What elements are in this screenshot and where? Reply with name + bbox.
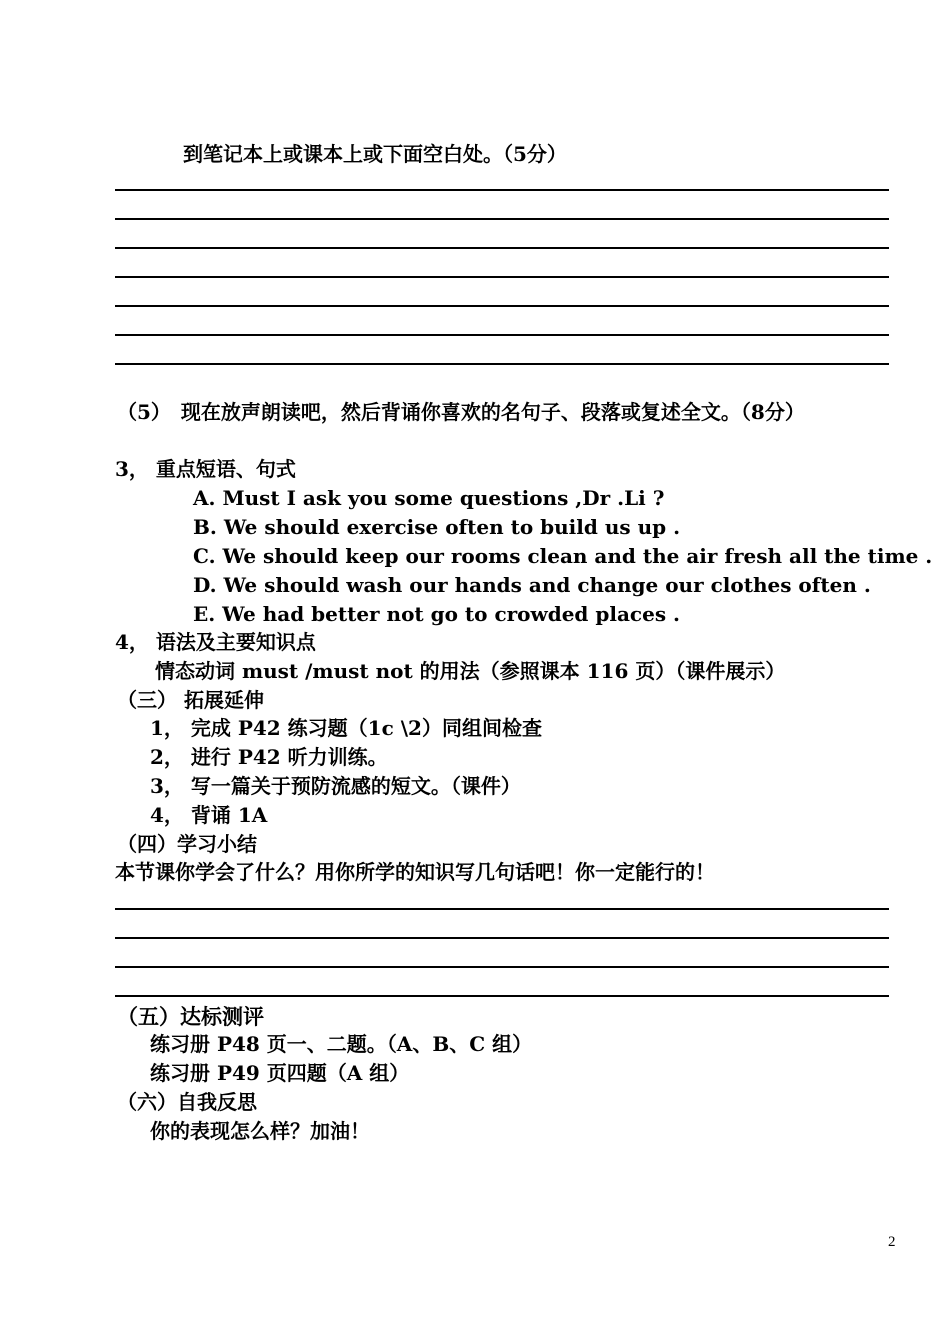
key-sentence: A. Must I ask you some questions ,Dr .Li ? [193, 486, 665, 510]
key-sentence: C. We should keep our rooms clean and the air fresh all the time . [193, 544, 933, 568]
extend-item: 2， 进行 P42 听力训练。 [150, 745, 388, 769]
summary-prompt: 本节课你学会了什么？用你所学的知识写几句话吧！你一定能行的！ [115, 860, 715, 884]
key-sentence: B. We should exercise often to build us up . [193, 515, 681, 539]
answer-line [115, 334, 889, 336]
extend-item: 3， 写一篇关于预防流感的短文。（课件） [150, 774, 521, 798]
reflect-line: 你的表现怎么样？加油！ [150, 1119, 370, 1143]
extend-heading: （三） 拓展延伸 [117, 688, 264, 712]
read-aloud-task: （5） 现在放声朗读吧，然后背诵你喜欢的名句子、段落或复述全文。（8分） [117, 400, 805, 424]
answer-line [115, 363, 889, 365]
grammar-point: 情态动词 must /must not 的用法（参照课本 116 页）（课件展示） [155, 659, 786, 683]
answer-line [115, 937, 889, 939]
intro-line: 到笔记本上或课本上或下面空白处。（5分） [183, 142, 567, 166]
extend-item: 1， 完成 P42 练习题（1c \2）同组间检查 [150, 716, 542, 740]
answer-line [115, 966, 889, 968]
answer-line [115, 995, 889, 997]
answer-line [115, 247, 889, 249]
answer-line [115, 189, 889, 191]
section3-heading: 3， 重点短语、句式 [115, 457, 296, 481]
page-number: 2 [888, 1234, 896, 1250]
section4-heading: 4， 语法及主要知识点 [115, 630, 316, 654]
extend-item: 4， 背诵 1A [150, 803, 268, 827]
key-sentence: E. We had better not go to crowded places . [193, 602, 681, 626]
test-item: 练习册 P49 页四题（A 组） [150, 1061, 410, 1085]
answer-line [115, 908, 889, 910]
answer-line [115, 276, 889, 278]
summary-heading: （四）学习小结 [117, 832, 257, 856]
test-heading: （五）达标测评 [117, 1004, 264, 1029]
answer-line [115, 218, 889, 220]
reflect-heading: （六）自我反思 [117, 1090, 257, 1114]
answer-line [115, 305, 889, 307]
key-sentence: D. We should wash our hands and change our clothes often . [193, 573, 871, 597]
test-item: 练习册 P48 页一、二题。（A、B、C 组） [150, 1032, 533, 1056]
